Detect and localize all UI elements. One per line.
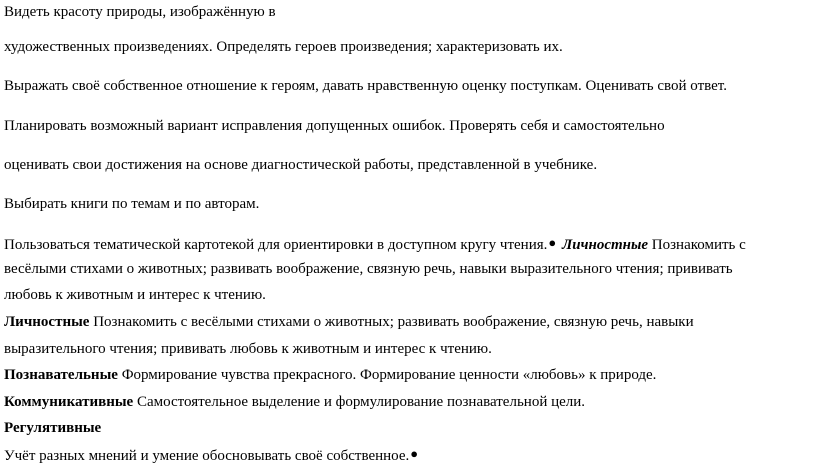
bullet-icon: ● <box>410 446 419 461</box>
paragraph-line <box>4 260 812 278</box>
text-consider-opinions: Учёт разных мнений и умение обосновывать своё собственное. <box>4 448 410 464</box>
heading-cognitive: Познавательные <box>4 367 118 383</box>
text-evaluate-achievements: оценивать свои достижения на основе диагностической работы, представленной в учебнике. <box>4 157 598 173</box>
text-express-attitude: Выражать своё собственное отношение к героям, давать нравственную оценку поступкам. Оценивать свой ответ. <box>4 78 727 94</box>
text-see-beauty: Видеть красоту природы, изображённую в <box>4 4 276 20</box>
paragraph-line <box>4 445 812 465</box>
paragraph-line <box>4 117 812 135</box>
section-communicative <box>4 393 812 411</box>
heading-personal: Личностные <box>4 314 90 330</box>
text-plan-corrections: Планировать возможный вариант исправления допущенных ошибок. Проверять себя и самостоятельно <box>4 118 665 134</box>
section-personal <box>4 313 812 331</box>
text-use-card-index: Пользоваться тематической картотекой для ориентировки в доступном кругу чтения. <box>4 237 548 253</box>
paragraph-line <box>4 234 812 254</box>
heading-communicative: Коммуникативные <box>4 394 134 410</box>
text-personal-line2: выразительного чтения; прививать любовь к животным и интерес к чтению. <box>4 341 492 357</box>
section-cognitive <box>4 366 812 384</box>
heading-personal-inline: Личностные <box>561 237 649 253</box>
text-choose-books: Выбирать книги по темам и по авторам. <box>4 196 260 212</box>
section-regulative <box>4 419 812 437</box>
text-determine-heroes: художественных произведениях. Определять героев произведения; характеризовать их. <box>4 39 563 55</box>
paragraph-line <box>4 77 812 95</box>
paragraph-line <box>4 3 812 21</box>
paragraph-line <box>4 38 812 56</box>
text-love-animals: любовь к животным и интерес к чтению. <box>4 287 266 303</box>
bullet-icon: ● <box>548 235 557 250</box>
text-cognitive: Формирование чувства прекрасного. Формирование ценности «любовь» к природе. <box>121 367 657 383</box>
paragraph-line <box>4 340 812 358</box>
paragraph-line <box>4 156 812 174</box>
text-introduce-inline: Познакомить с <box>651 237 746 253</box>
paragraph-line <box>4 286 812 304</box>
text-personal-line1: Познакомить с весёлыми стихами о животных; развивать воображение, связную речь, навыки <box>93 314 694 330</box>
text-funny-poems: весёлыми стихами о животных; развивать воображение, связную речь, навыки выразительного чтения; прививать <box>4 261 733 277</box>
heading-regulative: Регулятивные <box>4 420 102 436</box>
text-communicative: Самостоятельное выделение и формулирование познавательной цели. <box>136 394 586 410</box>
paragraph-line <box>4 195 812 213</box>
